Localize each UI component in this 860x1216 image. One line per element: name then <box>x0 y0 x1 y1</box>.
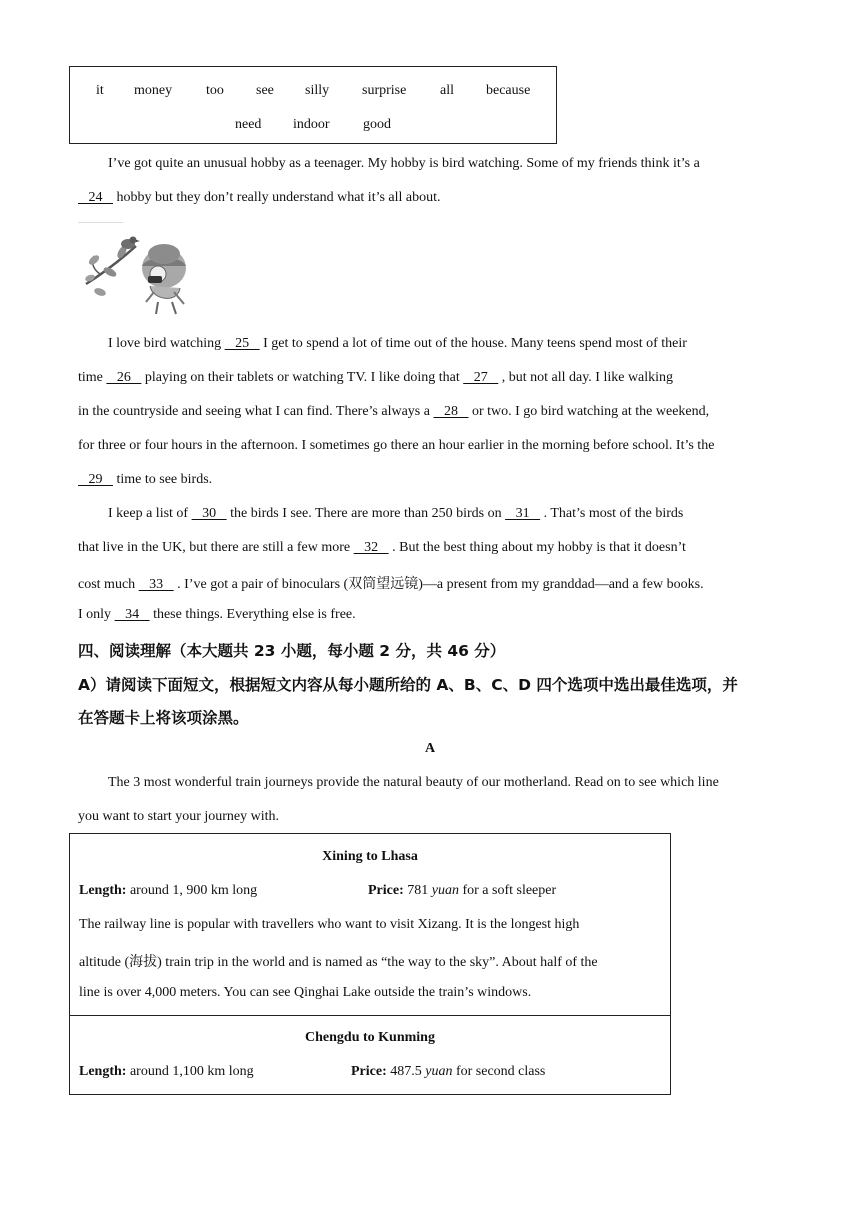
passage-line <box>78 472 212 488</box>
passage-line <box>108 156 700 172</box>
route-title: Xining to Lhasa <box>322 849 418 864</box>
word-bank-word: money <box>134 83 173 98</box>
length-value: around 1, 900 km long <box>126 883 258 898</box>
word-bank-word: surprise <box>362 83 407 98</box>
passage-line <box>78 438 714 454</box>
intro-line: you want to start your journey with. <box>78 809 280 824</box>
blank-28: 28 <box>433 404 469 419</box>
route-length <box>79 883 257 899</box>
word-bank-word: all <box>440 83 454 98</box>
route-title: Chengdu to Kunming <box>305 1030 435 1045</box>
table-divider <box>70 1015 670 1016</box>
length-label: Length: <box>79 883 127 898</box>
route-price <box>368 883 556 899</box>
price-unit: yuan <box>425 1064 453 1079</box>
passage-text: I get to spend a lot of time out of the house. Many teens spend most of their <box>259 336 687 351</box>
article-label: A <box>424 741 436 756</box>
passage-text: , but not all day. I like walking <box>498 370 674 385</box>
blank-33: 33 <box>138 577 174 592</box>
passage-text: or two. I go bird watching at the weekend, <box>468 404 710 419</box>
word-bank-word: see <box>256 83 274 98</box>
passage-line <box>78 404 709 420</box>
passage-text: that live in the UK, but there are still a few more <box>78 540 354 555</box>
passage-line <box>78 540 686 556</box>
word-bank-box <box>69 66 557 144</box>
passage-line <box>108 506 683 522</box>
price-rest: for a soft sleeper <box>458 883 557 898</box>
price-unit: yuan <box>431 883 459 898</box>
route-price <box>351 1064 545 1080</box>
passage-text: playing on their tablets or watching TV. I like doing that <box>141 370 464 385</box>
passage-text: time to see birds. <box>113 472 213 487</box>
word-bank-word: good <box>363 117 391 132</box>
word-bank-word: too <box>206 83 224 98</box>
blank-25: 25 <box>224 336 260 351</box>
price-label: Price: <box>368 883 404 898</box>
blank-27: 27 <box>463 370 499 385</box>
passage-line <box>108 336 687 352</box>
passage-text: in the countryside and seeing what I can find. There’s always a <box>78 404 434 419</box>
bird-watching-illustration <box>80 230 192 316</box>
intro-line: The 3 most wonderful train journeys provide the natural beauty of our motherland. Read on to see which line <box>108 775 719 790</box>
route-length <box>79 1064 254 1080</box>
word-bank-word: indoor <box>293 117 330 132</box>
image-top-rule <box>78 222 123 223</box>
passage-text: I love bird watching <box>108 336 225 351</box>
passage-line <box>78 607 356 623</box>
price-number: 781 <box>403 883 432 898</box>
passage-text: I only <box>78 607 115 622</box>
passage-text: . That’s most of the birds <box>540 506 684 521</box>
passage-text: I keep a list of <box>108 506 192 521</box>
blank-24: 24 <box>78 190 113 205</box>
word-bank-word: it <box>96 83 104 98</box>
section-heading: 四、阅读理解（本大题共 23 小题，每小题 2 分，共 46 分） <box>78 642 506 660</box>
passage-text: these things. Everything else is free. <box>149 607 356 622</box>
passage-line <box>78 190 441 206</box>
passage-text: . But the best thing about my hobby is that it doesn’t <box>388 540 686 555</box>
word-bank-word: need <box>235 117 262 132</box>
passage-line <box>78 370 673 386</box>
passage-text: . I’ve got a pair of binoculars (双筒望远镜)—a present from my granddad—and a few books. <box>173 577 704 592</box>
price-number: 487.5 <box>386 1064 426 1079</box>
routes-table <box>69 833 671 1095</box>
blank-32: 32 <box>353 540 389 555</box>
blank-30: 30 <box>191 506 227 521</box>
price-label: Price: <box>351 1064 387 1079</box>
passage-text: I’ve got quite an unusual hobby as a teenager. My hobby is bird watching. Some of my friends think it’s a <box>108 156 700 171</box>
blank-34: 34 <box>114 607 150 622</box>
price-rest: for second class <box>452 1064 546 1079</box>
passage-line <box>78 573 704 593</box>
route-description: The railway line is popular with travellers who want to visit Xizang. It is the longest high <box>79 917 580 932</box>
passage-text: the birds I see. There are more than 250 birds on <box>226 506 506 521</box>
route-description: altitude (海拔) train trip in the world and is named as “the way to the sky”. About half of the <box>79 955 598 970</box>
passage-text: hobby but they don’t really understand what it’s all about. <box>113 190 441 205</box>
passage-text: cost much <box>78 577 139 592</box>
blank-29: 29 <box>78 472 113 487</box>
word-bank-word: because <box>486 83 531 98</box>
blank-31: 31 <box>505 506 541 521</box>
word-bank-word: silly <box>305 83 330 98</box>
instruction-line: A）请阅读下面短文，根据短文内容从每小题所给的 A、B、C、D 四个选项中选出最佳选项，并 <box>78 676 738 694</box>
length-label: Length: <box>79 1064 127 1079</box>
instruction-line: 在答题卡上将该项涂黑。 <box>78 709 249 727</box>
length-value: around 1,100 km long <box>126 1064 254 1079</box>
passage-text: for three or four hours in the afternoon. I sometimes go there an hour earlier in the morning before school. It’s the <box>78 438 715 453</box>
blank-26: 26 <box>106 370 142 385</box>
route-description: line is over 4,000 meters. You can see Qinghai Lake outside the train’s windows. <box>79 985 532 1000</box>
passage-text: time <box>78 370 107 385</box>
